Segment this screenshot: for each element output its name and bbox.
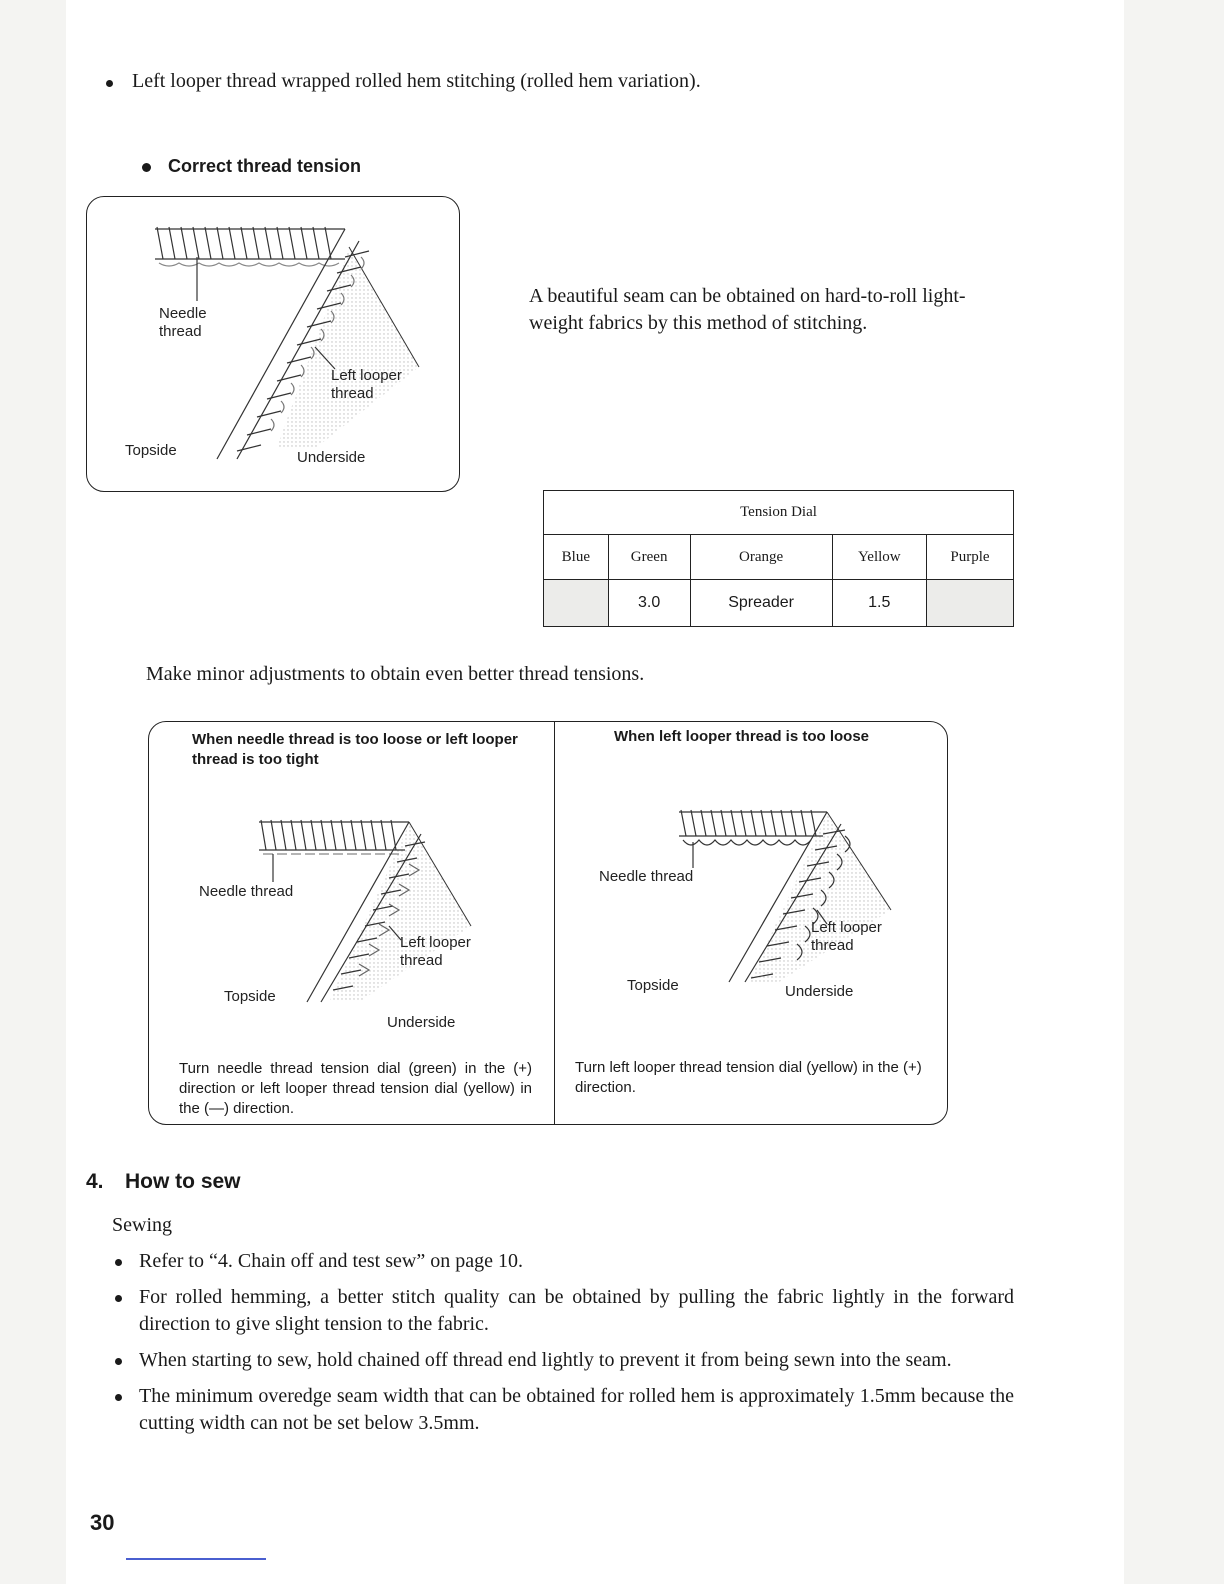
dial-yellow-header: Yellow [832, 535, 926, 580]
adjustment-panel [148, 721, 948, 1125]
topside-label: Topside [224, 988, 276, 1005]
adjust-left-title: When needle thread is too loose or left looper thread is too tight [192, 731, 518, 768]
needle-thread-label: Needle thread [199, 883, 294, 900]
dial-blue-value [544, 580, 609, 627]
needle-thread-label: Needle thread [159, 305, 207, 340]
topside-label: Topside [627, 977, 679, 994]
adjust-right-note: Turn left looper thread tension dial (yellow) in the (+) direction. [575, 1059, 922, 1096]
list-item [112, 1383, 1014, 1437]
page-number: 30 [90, 1510, 115, 1535]
bullet-dot [115, 1295, 122, 1302]
dial-yellow-value: 1.5 [832, 580, 926, 627]
left-looper-label: Left looper thread [811, 919, 882, 954]
bullet-dot [115, 1259, 122, 1266]
loose-needle-diagram [209, 802, 509, 1012]
correct-tension-figure [86, 196, 460, 492]
loose-looper-diagram [619, 792, 919, 1002]
bullet-dot [115, 1358, 122, 1365]
dial-orange-header: Orange [690, 535, 832, 580]
tension-dial-title: Tension Dial [544, 491, 1014, 535]
sewing-subtitle: Sewing [112, 1214, 172, 1236]
list-item [112, 1347, 1014, 1374]
left-looper-label: Left looper thread [331, 367, 402, 402]
footer-rule [126, 1558, 266, 1560]
dial-purple-header: Purple [926, 535, 1013, 580]
left-looper-label: Left looper thread [400, 934, 471, 969]
bullet-dot [142, 163, 151, 172]
intro-text: Left looper thread wrapped rolled hem stitching (rolled hem variation). [132, 70, 701, 92]
list-item [112, 1284, 1014, 1338]
dial-blue-header: Blue [544, 535, 609, 580]
list-item [112, 1248, 1014, 1275]
panel-divider [554, 722, 555, 1124]
section-number: 4. [86, 1170, 104, 1193]
minor-adjustments-text: Make minor adjustments to obtain even better thread tensions. [146, 663, 645, 685]
adjust-left-note: Turn needle thread tension dial (green) in the (+) direction or left looper thread tension dial (yellow) in the (—) direction. [179, 1060, 532, 1117]
heading-text: Correct thread tension [168, 156, 362, 176]
dial-green-header: Green [608, 535, 690, 580]
note-text: For rolled hemming, a better stitch quality can be obtained by pulling the fabric lightly in the forward direction to give slight tension to the fabric. [139, 1286, 1014, 1335]
note-text: When starting to sew, hold chained off thread end lightly to prevent it from being sewn into the seam. [139, 1349, 952, 1371]
underside-label: Underside [785, 983, 854, 1000]
dial-green-value: 3.0 [608, 580, 690, 627]
dial-purple-value [926, 580, 1013, 627]
underside-label: Underside [387, 1014, 456, 1031]
needle-thread-label: Needle thread [599, 868, 694, 885]
section-title: How to sew [125, 1170, 241, 1193]
dial-orange-value: Spreader [690, 580, 832, 627]
description-text: A beautiful seam can be obtained on hard-to-roll light-weight fabrics by this method of stitching. [529, 285, 966, 334]
underside-label: Underside [297, 449, 366, 466]
sewing-notes-list [112, 1248, 1014, 1446]
note-text: The minimum overedge seam width that can be obtained for rolled hem is approximately 1.5mm because the cutting width can not be set below 3.5mm. [139, 1385, 1014, 1434]
topside-label: Topside [125, 442, 177, 459]
tension-dial-table [543, 490, 1014, 627]
adjust-right-title: When left looper thread is too loose [614, 728, 870, 745]
bullet-dot [115, 1394, 122, 1401]
bullet-dot [106, 80, 113, 87]
note-text: Refer to “4. Chain off and test sew” on page 10. [139, 1250, 523, 1272]
